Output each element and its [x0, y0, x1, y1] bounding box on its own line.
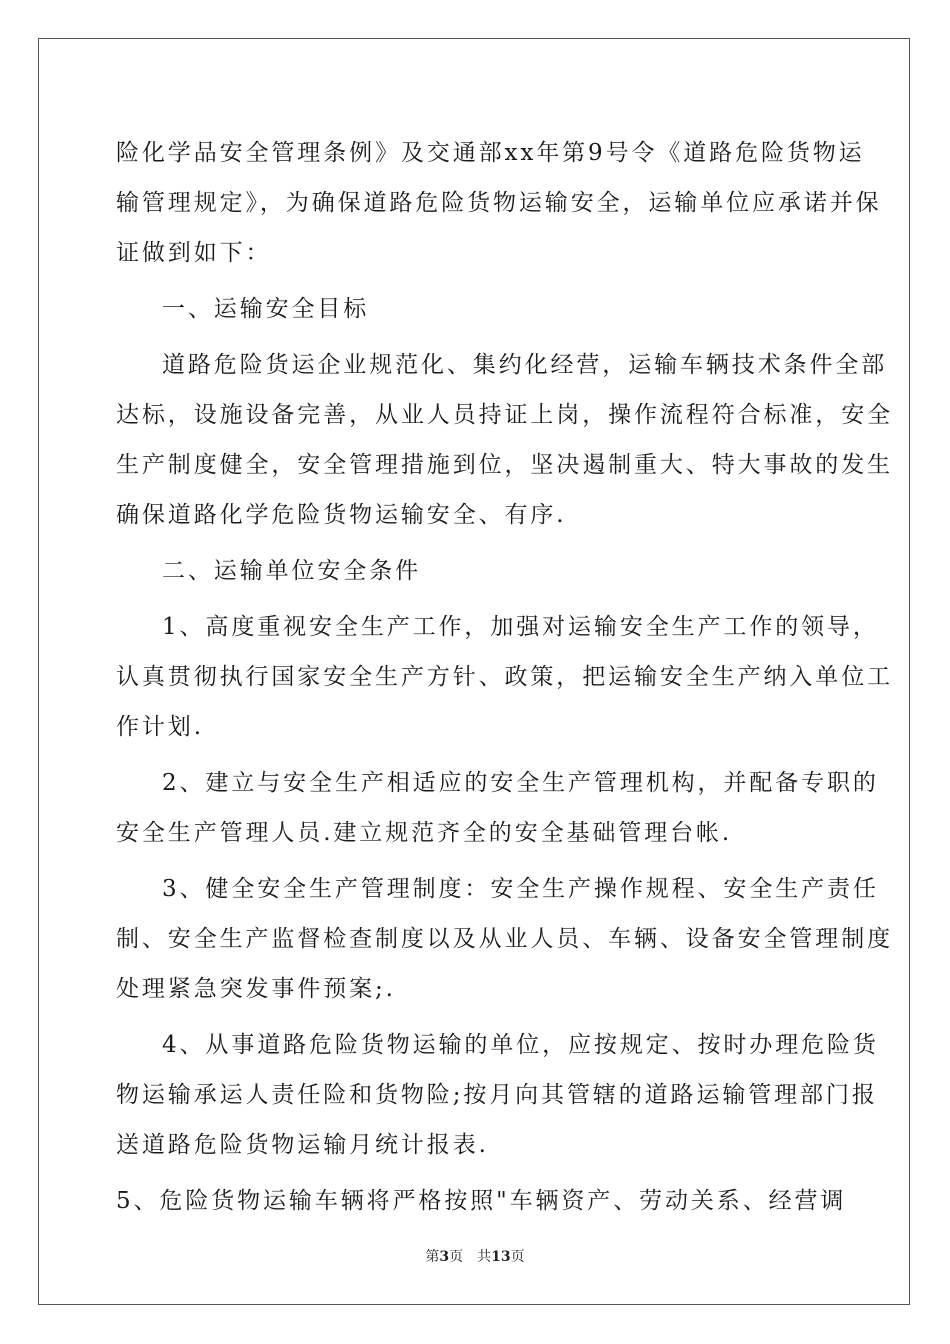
page-number: 3: [439, 1249, 450, 1265]
page-footer: [0, 1247, 950, 1267]
text-line: 制、安全生产监督检查制度以及从业人员、车辆、设备安全管理制度: [116, 926, 893, 952]
text-line: 达标，设施设备完善，从业人员持证上岗，操作流程符合标准，安全: [116, 402, 893, 428]
total-label-prefix: 共: [477, 1249, 492, 1265]
text-line: 1、高度重视安全生产工作，加强对运输安全生产工作的领导，: [162, 614, 879, 640]
page-label-suffix: 页: [449, 1249, 464, 1265]
text-line: 物运输承运人责任险和货物险;按月向其管辖的道路运输管理部门报: [116, 1082, 878, 1108]
text-line: 确保道路化学危险货物运输安全、有序.: [116, 502, 567, 528]
text-line: 生产制度健全，安全管理措施到位，坚决遏制重大、特大事故的发生: [116, 452, 893, 478]
text-line: 险化学品安全管理条例》及交通部xx年第9号令《道路危险货物运: [116, 140, 865, 166]
total-pages: 13: [491, 1249, 511, 1265]
page-label-prefix: 第: [425, 1249, 440, 1265]
text-line: 处理紧急突发事件预案;.: [116, 976, 396, 1002]
text-line: 道路危险货运企业规范化、集约化经营，运输车辆技术条件全部: [162, 352, 888, 378]
text-line: 作计划.: [116, 714, 204, 740]
text-line: 送道路危险货物运输月统计报表.: [116, 1132, 489, 1158]
text-line: 3、健全安全生产管理制度：安全生产操作规程、安全生产责任: [162, 876, 879, 902]
text-line: 输管理规定》，为确保道路危险货物运输安全，运输单位应承诺并保: [116, 190, 882, 216]
text-line: 4、从事道路危险货物运输的单位，应按规定、按时办理危险货: [162, 1032, 879, 1058]
text-line: 安全生产管理人员.建立规范齐全的安全基础管理台帐.: [116, 820, 733, 846]
text-line: 5、危险货物运输车辆将严格按照"车辆资产、劳动关系、经营调: [116, 1188, 847, 1214]
section-heading-1: 一、运输安全目标: [162, 296, 370, 322]
section-heading-2: 二、运输单位安全条件: [162, 558, 421, 584]
text-line: 认真贯彻执行国家安全生产方针、政策，把运输安全生产纳入单位工: [116, 664, 893, 690]
total-label-suffix: 页: [510, 1249, 525, 1265]
document-body: [116, 128, 893, 1226]
text-line: 证做到如下：: [116, 240, 272, 266]
text-line: 2、建立与安全生产相适应的安全生产管理机构，并配备专职的: [162, 770, 879, 796]
